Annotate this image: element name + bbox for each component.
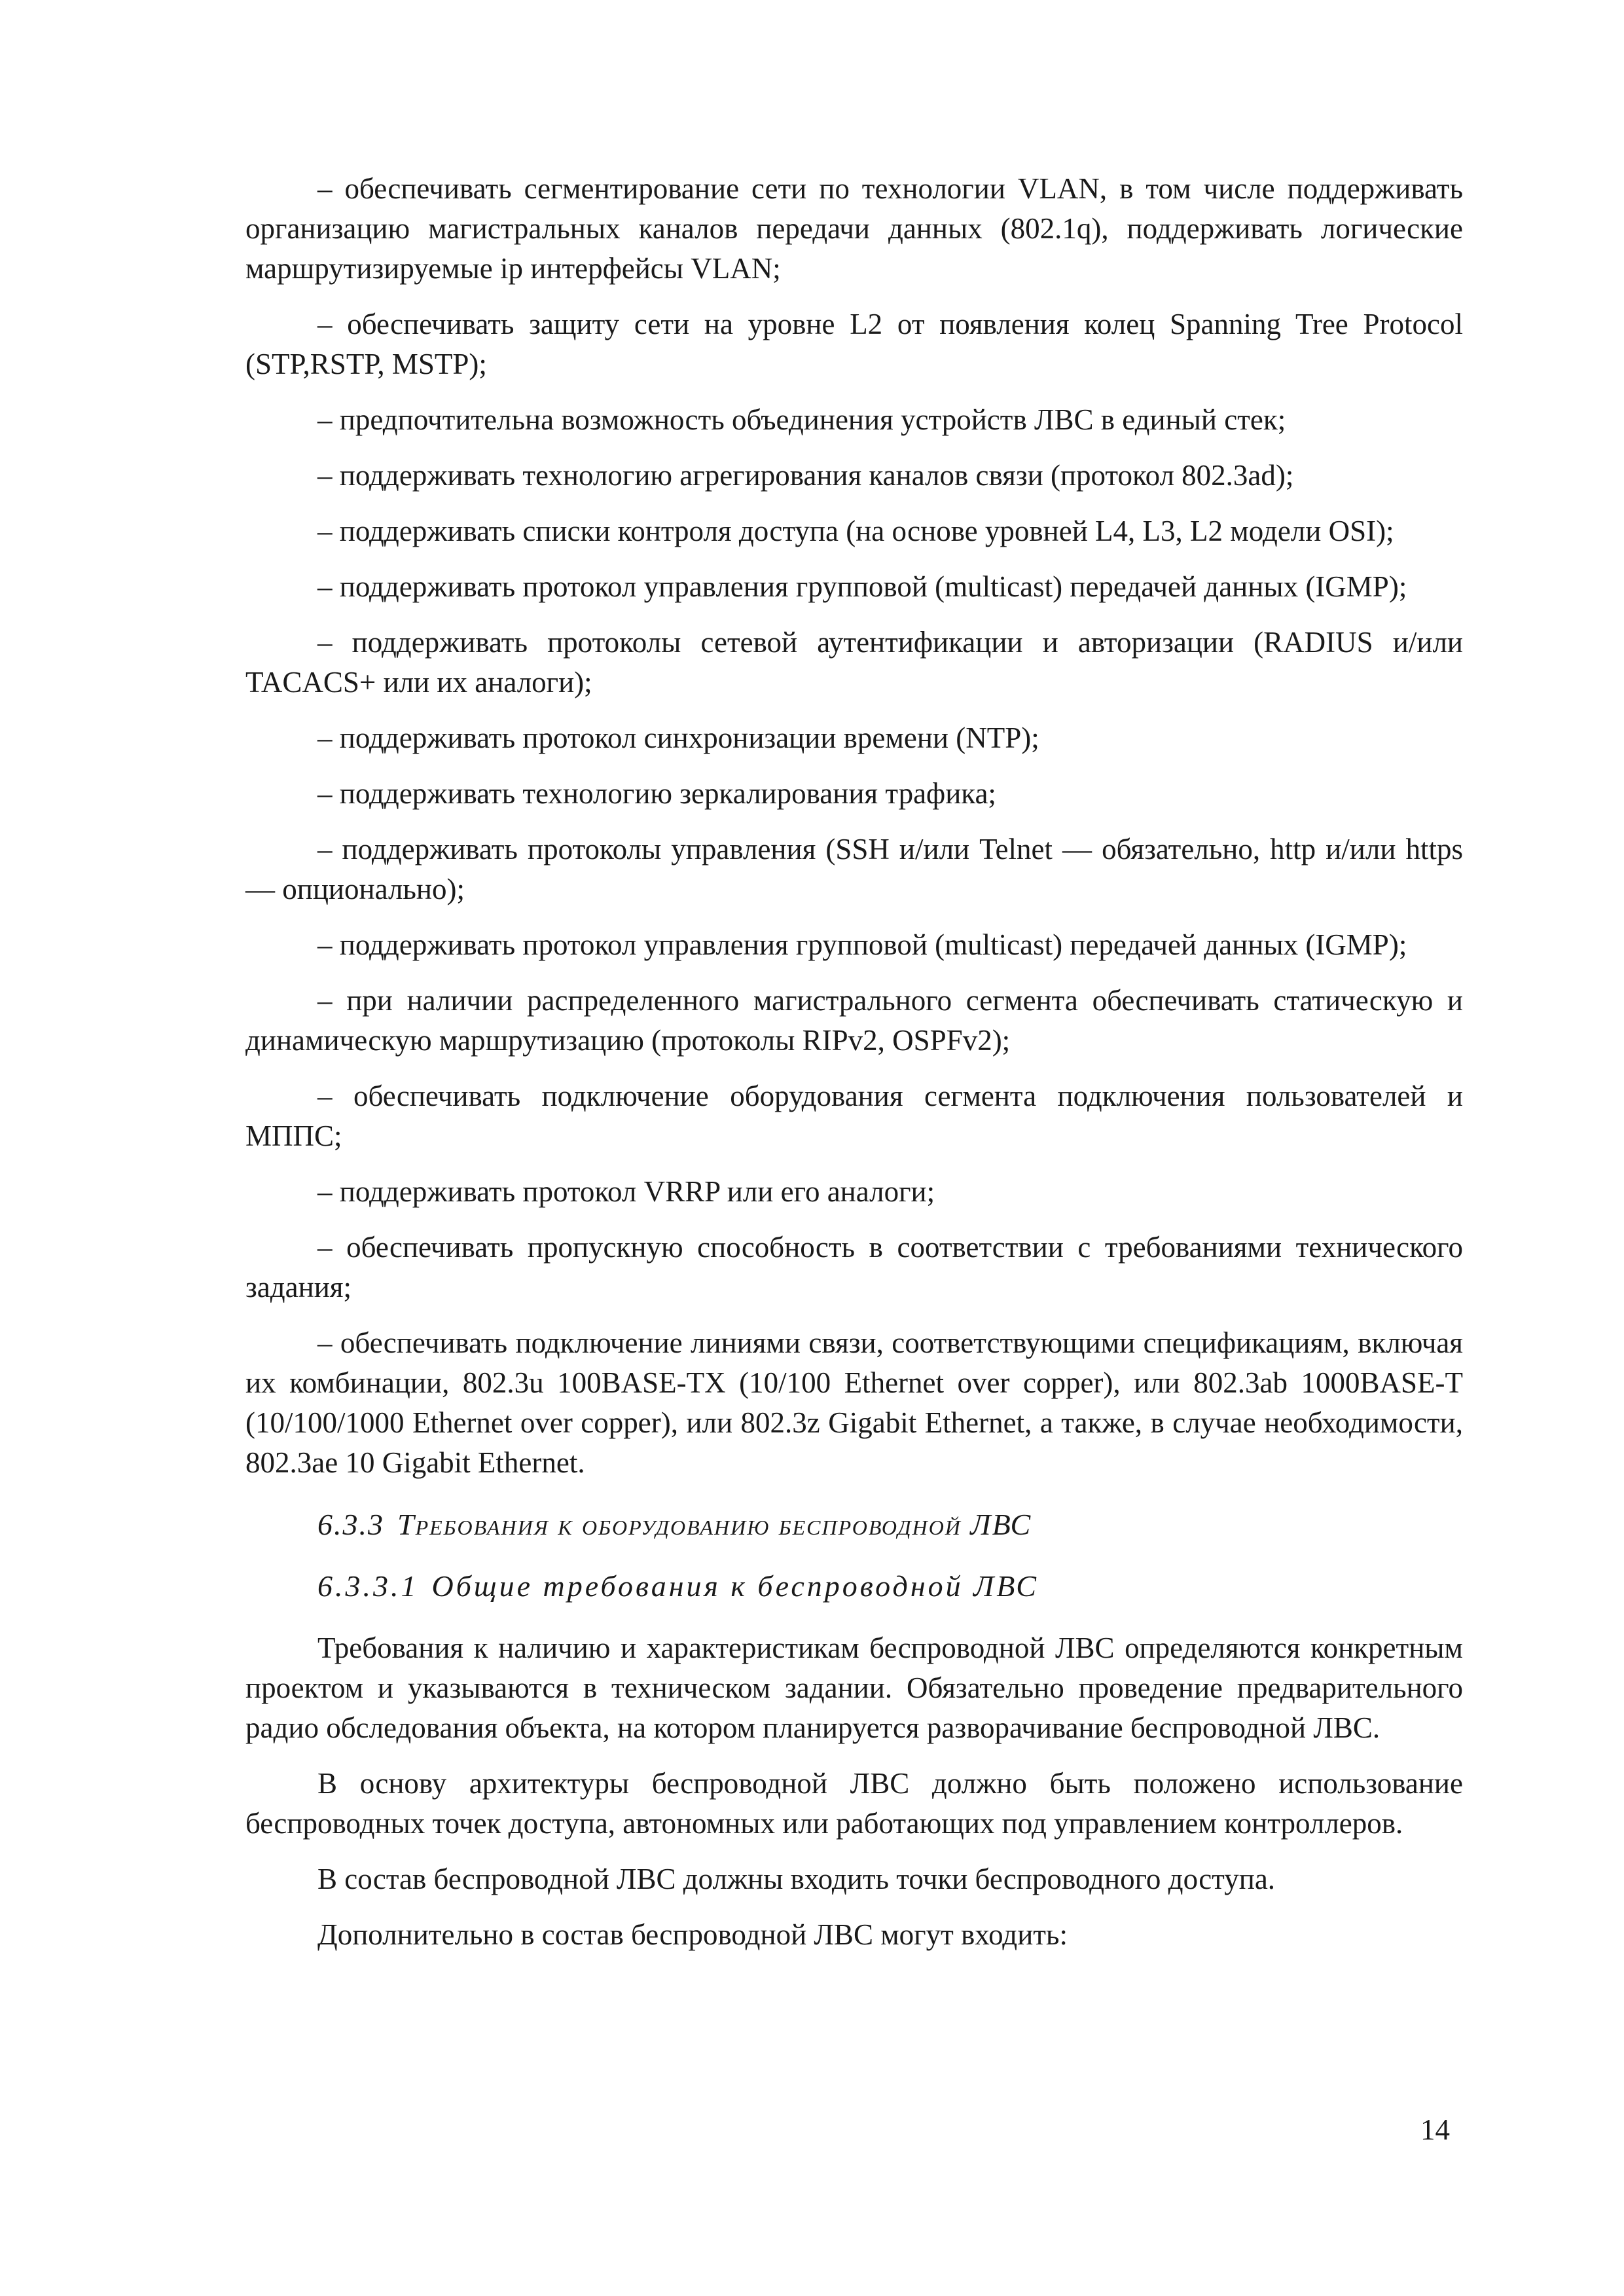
list-item: – обеспечивать подключение оборудования сегмента подключения пользователей и МППС;: [245, 1080, 1463, 1152]
list-item: – обеспечивать сегментирование сети по технологии VLAN, в том числе поддерживать организацию магистральных каналов передачи данных (802.1q), поддерживать логические маршрутизируемые ip интерфейсы VLAN;: [245, 172, 1463, 285]
list-item: – поддерживать протокол управления групповой (multicast) передачей данных (IGMP);: [317, 928, 1407, 961]
list-item: – поддерживать списки контроля доступа (на основе уровней L4, L3, L2 модели OSI);: [317, 515, 1394, 547]
list-item: – предпочтительна возможность объединения устройств ЛВС в единый стек;: [317, 403, 1286, 436]
section-title: Требования к оборудованию беспроводной ЛВС: [397, 1508, 1032, 1541]
list-item: – поддерживать протоколы сетевой аутентификации и авторизации (RADIUS и/или TACACS+ или их аналоги);: [245, 626, 1463, 699]
list-item: – поддерживать протоколы управления (SSH и/или Telnet — обязательно, http и/или https — опционально);: [245, 833, 1463, 905]
list-item: – поддерживать протокол VRRP или его аналоги;: [317, 1175, 935, 1208]
list-item: – поддерживать протокол синхронизации времени (NTP);: [317, 721, 1039, 754]
page-content: [245, 169, 1463, 1971]
list-item: – поддерживать технологию агрегирования каналов связи (протокол 802.3ad);: [317, 459, 1294, 492]
list-item: – обеспечивать пропускную способность в соответствии с требованиями технического задания;: [245, 1231, 1463, 1303]
paragraph: В состав беспроводной ЛВС должны входить точки беспроводного доступа.: [317, 1863, 1276, 1895]
paragraph: Дополнительно в состав беспроводной ЛВС могут входить:: [317, 1918, 1068, 1951]
subsection-title: Общие требования к беспроводной ЛВС: [431, 1569, 1039, 1603]
body-text: [245, 1628, 1463, 1955]
requirements-list: [245, 169, 1463, 1483]
list-item: – обеспечивать подключение линиями связи, соответствующими спецификациям, включая их комбинации, 802.3u 100BASE-TX (10/100 Ethernet over copper), или 802.3ab 1000BASE-T (10/100/1000 Ethernet over copper), или 802.3z Gigabit Ethernet, а также, в случае необходимости, 802.3ae 10 Gigabit Ethernet.: [245, 1326, 1463, 1479]
list-item: – поддерживать протокол управления групповой (multicast) передачей данных (IGMP);: [317, 570, 1407, 603]
list-item: – при наличии распределенного магистрального сегмента обеспечивать статическую и динамическую маршрутизацию (протоколы RIPv2, OSPFv2);: [245, 984, 1463, 1057]
section-number: 6.3.3: [317, 1508, 384, 1541]
page-number: 14: [1420, 2113, 1450, 2146]
paragraph: Требования к наличию и характеристикам беспроводной ЛВС определяются конкретным проектом и указываются в техническом задании. Обязательно проведение предварительного радио обследования объекта, на котором планируется разворачивание беспроводной ЛВС.: [245, 1631, 1463, 1744]
subsection-number: 6.3.3.1: [317, 1569, 419, 1603]
list-item: – обеспечивать защиту сети на уровне L2 от появления колец Spanning Tree Protocol (STP,RSTP, MSTP);: [245, 308, 1463, 380]
subsection-heading: [317, 1567, 1463, 1606]
paragraph: В основу архитектуры беспроводной ЛВС должно быть положено использование беспроводных точек доступа, автономных или работающих под управлением контроллеров.: [245, 1767, 1463, 1840]
list-item: – поддерживать технологию зеркалирования трафика;: [317, 777, 996, 810]
section-heading: [317, 1505, 1463, 1544]
